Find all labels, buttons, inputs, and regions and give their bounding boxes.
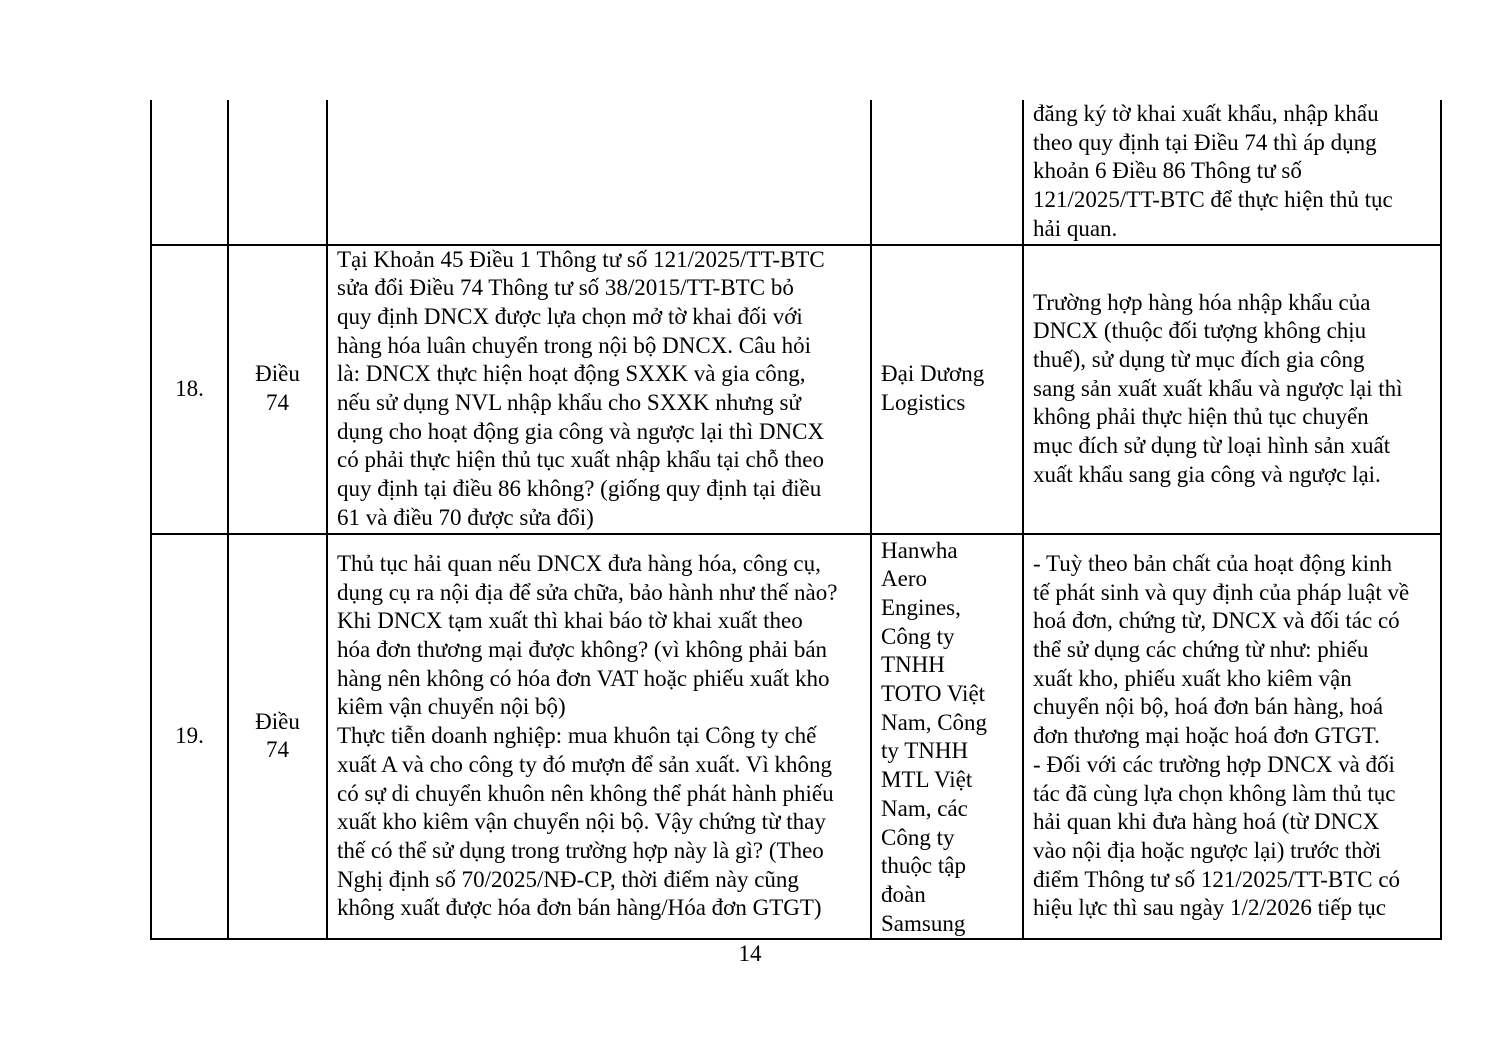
question-line: kiêm vận chuyển nội bộ): [337, 694, 566, 720]
answer-line: chuyển nội bộ, hoá đơn bán hàng, hoá: [1033, 694, 1384, 720]
question-line: hóa đơn thương mại được không? (vì không phải bán: [337, 637, 828, 662]
answer-line: không phải thực hiện thủ tục chuyển: [1033, 404, 1369, 430]
answer-line: hiệu lực thì sau ngày 1/2/2026 tiếp tục: [1033, 895, 1386, 921]
unit-line: Aero: [881, 566, 927, 592]
question-line: dụng cho hoạt động gia công và ngược lại thì DNCX: [337, 418, 825, 444]
unit-line: Hanwha: [881, 537, 958, 563]
question-line: hàng hóa luân chuyển trong nội bộ DNCX. Câu hỏi: [337, 332, 811, 358]
question-line: dụng cụ ra nội địa để sửa chữa, bảo hành như thế nào?: [337, 579, 838, 605]
article-cell: [228, 100, 327, 245]
answer-line: đơn thương mại hoặc hoá đơn GTGT.: [1033, 723, 1380, 749]
answer-line: tác đã cùng lựa chọn không làm thủ tục: [1033, 780, 1396, 806]
table-row-18: [151, 245, 1441, 534]
answer-line: DNCX (thuộc đối tượng không chịu: [1033, 318, 1367, 344]
question-line: không xuất được hóa đơn bán hàng/Hóa đơn GTGT): [337, 895, 822, 921]
unit-line: Samsung: [881, 910, 966, 936]
unit-line: Công ty: [881, 623, 955, 649]
answer-line: đăng ký tờ khai xuất khẩu, nhập khẩu: [1033, 101, 1379, 126]
unit-line: đoàn: [881, 881, 926, 907]
article-cell: [228, 534, 327, 940]
unit-line: Nam, các: [881, 795, 968, 821]
question-line: quy định tại điều 86 không? (giống quy định tại điều: [337, 476, 822, 502]
answer-line: xuất kho, phiếu xuất kho kiêm vận: [1033, 665, 1352, 691]
question-line: có phải thực hiện thủ tục xuất nhập khẩu tại chỗ theo: [337, 447, 825, 473]
question-line: Thủ tục hải quan nếu DNCX đưa hàng hóa, công cụ,: [337, 550, 821, 576]
answer-line: theo quy định tại Điều 74 thì áp dụng: [1033, 129, 1377, 155]
question-line: là: DNCX thực hiện hoạt động SXXK và gia công,: [337, 361, 806, 387]
row-number-cell: 18.: [151, 245, 228, 534]
question-line: 61 và điều 70 được sửa đổi): [337, 504, 594, 530]
row-number-cell: 19.: [151, 534, 228, 940]
unit-line: Engines,: [881, 594, 961, 620]
answer-line: điểm Thông tư số 121/2025/TT-BTC có: [1033, 866, 1401, 892]
table-row-19: [151, 534, 1441, 940]
row-number-cell: [151, 100, 228, 245]
article-line: 74: [266, 737, 289, 763]
answer-cell: [1023, 534, 1441, 940]
article-line: 74: [266, 390, 289, 416]
answer-line: sang sản xuất xuất khẩu và ngược lại thì: [1033, 375, 1403, 401]
unit-line: Đại Dương: [881, 361, 985, 387]
answer-line: thuế), sử dụng từ mục đích gia công: [1033, 346, 1365, 372]
answer-line: khoản 6 Điều 86 Thông tư số: [1033, 158, 1302, 184]
question-line: sửa đổi Điều 74 Thông tư số 38/2015/TT-BTC bỏ: [337, 275, 794, 301]
table-row-continued: [151, 100, 1441, 245]
answer-line: 121/2025/TT-BTC để thực hiện thủ tục: [1033, 187, 1393, 213]
unit-cell: [871, 245, 1023, 534]
question-line: Thực tiễn doanh nghiệp: mua khuôn tại Công ty chế: [337, 723, 817, 749]
answer-cell: [1023, 245, 1441, 534]
unit-line: Logistics: [881, 390, 966, 416]
qa-table: [150, 100, 1442, 940]
question-line: có sự di chuyển khuôn nên không thể phát hành phiếu: [337, 780, 834, 806]
answer-line: - Tuỳ theo bản chất của hoạt động kinh: [1033, 550, 1393, 576]
question-line: quy định DNCX được lựa chọn mở tờ khai đối với: [337, 303, 803, 329]
article-line: Điều: [255, 708, 300, 734]
answer-line: thể sử dụng các chứng từ như: phiếu: [1033, 637, 1369, 662]
answer-line: Trường hợp hàng hóa nhập khẩu của: [1033, 289, 1371, 315]
unit-line: ty TNHH: [881, 738, 969, 764]
unit-line: thuộc tập: [881, 853, 966, 879]
unit-line: MTL Việt: [881, 767, 973, 793]
question-line: nếu sử dụng NVL nhập khẩu cho SXXK nhưng sử: [337, 390, 801, 416]
answer-line: tế phát sinh và quy định của pháp luật về: [1033, 579, 1410, 605]
article-cell: [228, 245, 327, 534]
question-line: Khi DNCX tạm xuất thì khai báo tờ khai xuất theo: [337, 608, 803, 634]
answer-line: mục đích sử dụng từ loại hình sản xuất: [1033, 433, 1391, 459]
answer-line: xuất khẩu sang gia công và ngược lại.: [1033, 461, 1381, 487]
unit-line: Công ty: [881, 824, 955, 850]
question-line: Nghị định số 70/2025/NĐ-CP, thời điểm này cũng: [337, 866, 799, 892]
unit-line: TOTO Việt: [881, 681, 986, 707]
unit-cell: [871, 100, 1023, 245]
answer-line: vào nội địa hoặc ngược lại) trước thời: [1033, 837, 1382, 863]
question-line: thế có thể sử dụng trong trường hợp này là gì? (Theo: [337, 837, 824, 863]
page-number: 14: [738, 941, 762, 966]
question-cell: [327, 100, 871, 245]
answer-cell: [1023, 100, 1441, 245]
question-line: xuất kho kiêm vận chuyển nội bộ. Vậy chứng từ thay: [337, 809, 826, 835]
question-line: hàng nên không có hóa đơn VAT hoặc phiếu xuất kho: [337, 665, 830, 691]
question-line: xuất A và cho công ty đó mượn để sản xuất. Vì không: [337, 751, 833, 777]
answer-line: hải quan khi đưa hàng hoá (từ DNCX: [1033, 809, 1380, 835]
unit-line: Nam, Công: [881, 709, 988, 735]
answer-line: hoá đơn, chứng từ, DNCX và đối tác có: [1033, 608, 1400, 634]
question-line: Tại Khoản 45 Điều 1 Thông tư số 121/2025/TT-BTC: [337, 246, 825, 272]
article-line: Điều: [255, 361, 300, 387]
answer-line: - Đối với các trường hợp DNCX và đối: [1033, 751, 1395, 777]
unit-cell: [871, 534, 1023, 940]
question-cell: [327, 534, 871, 940]
question-cell: [327, 245, 871, 534]
answer-line: hải quan.: [1033, 215, 1118, 241]
unit-line: TNHH: [881, 652, 945, 678]
